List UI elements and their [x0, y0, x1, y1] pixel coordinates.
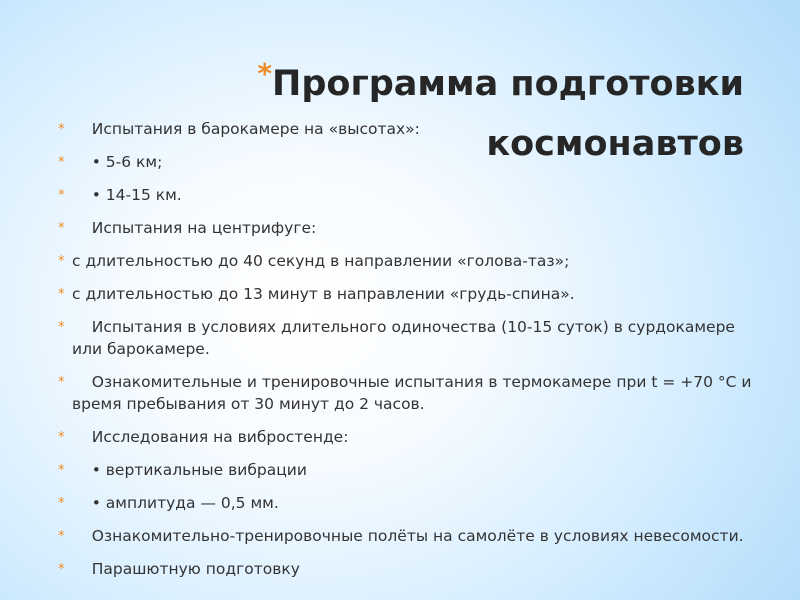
bullet-star-marker: *	[58, 320, 65, 335]
title-line-1: Программа подготовки	[272, 64, 744, 104]
bullet-star-marker: *	[58, 122, 65, 137]
bullet-item	[58, 525, 758, 547]
bullet-item	[58, 151, 758, 173]
bullet-item	[58, 184, 758, 206]
bullet-item	[58, 217, 758, 239]
bullet-text: с длительностью до 40 секунд в направлении «голова-таз»;	[72, 252, 570, 270]
bullet-star-marker: *	[58, 463, 65, 478]
bullet-item	[58, 118, 758, 140]
bullet-text: Парашютную подготовку	[72, 560, 300, 578]
bullet-star-marker: *	[58, 188, 65, 203]
bullet-item	[58, 459, 758, 481]
bullet-text: Ознакомительные и тренировочные испытания в термокамере при t = +70 °С и время пребывания от 30 минут до 2 часов.	[72, 373, 757, 413]
bullet-star-marker: *	[58, 430, 65, 445]
bullet-item	[58, 558, 758, 580]
bullet-item	[58, 426, 758, 448]
title-star-marker: *	[257, 57, 273, 90]
bullet-text: • вертикальные вибрации	[72, 461, 307, 479]
bullet-text: • 5-6 км;	[72, 153, 163, 171]
bullet-star-marker: *	[58, 562, 65, 577]
bullet-star-marker: *	[58, 375, 65, 390]
bullet-text: Испытания в барокамере на «высотах»:	[72, 120, 420, 138]
bullet-star-marker: *	[58, 287, 65, 302]
bullet-item	[58, 492, 758, 514]
title-line-2: космонавтов	[486, 124, 744, 164]
bullet-item	[58, 250, 758, 272]
bullet-star-marker: *	[58, 496, 65, 511]
bullet-text: Ознакомительно-тренировочные полёты на самолёте в условиях невесомости.	[72, 527, 744, 545]
bullet-text: Исследования на вибростенде:	[72, 428, 349, 446]
bullet-text: с длительностью до 13 минут в направлении «грудь-спина».	[72, 285, 575, 303]
bullet-text: • амплитуда — 0,5 мм.	[72, 494, 279, 512]
bullet-item	[58, 316, 758, 360]
bullet-text: Испытания в условиях длительного одиночества (10-15 суток) в сурдокамере или барокамере.	[72, 318, 740, 358]
bullet-text: • 14-15 км.	[72, 186, 182, 204]
bullet-item	[58, 283, 758, 305]
bullet-text: Испытания на центрифуге:	[72, 219, 317, 237]
bullet-star-marker: *	[58, 221, 65, 236]
bullet-list	[58, 118, 758, 580]
bullet-star-marker: *	[58, 254, 65, 269]
bullet-star-marker: *	[58, 155, 65, 170]
bullet-item	[58, 371, 758, 415]
bullet-star-marker: *	[58, 529, 65, 544]
